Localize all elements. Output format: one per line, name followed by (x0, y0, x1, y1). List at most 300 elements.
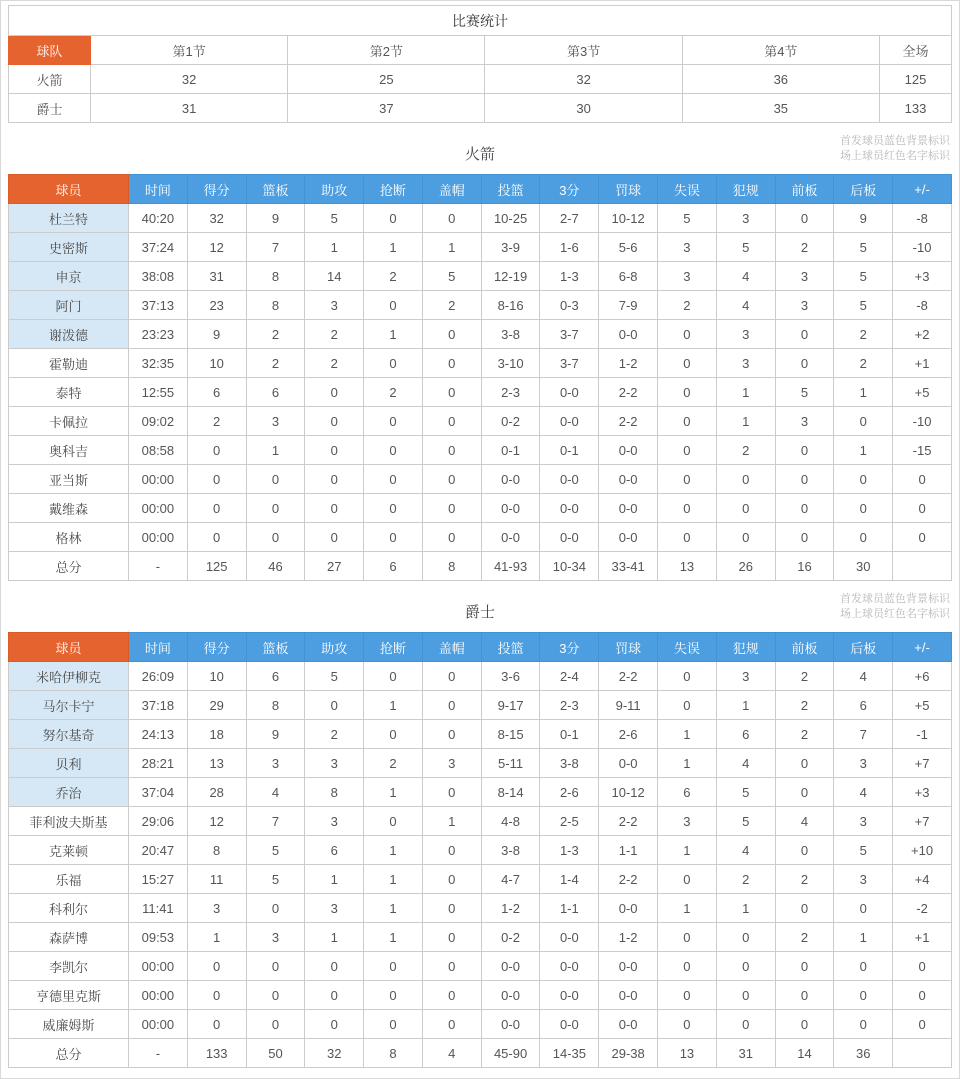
plus-minus-cell: -2 (893, 894, 952, 923)
assists-cell: 0 (305, 494, 364, 523)
plus-minus-cell: -8 (893, 204, 952, 233)
steals-cell: 0 (364, 807, 423, 836)
blocks-cell: 1 (422, 233, 481, 262)
blocks-cell: 0 (422, 981, 481, 1010)
stat-column-header: 失误 (658, 633, 717, 662)
blocks-cell: 0 (422, 378, 481, 407)
free-throws-cell: 0-0 (599, 465, 658, 494)
rebounds-cell: 5 (246, 865, 305, 894)
three-points-cell: 0-0 (540, 465, 599, 494)
points-cell: 10 (187, 662, 246, 691)
blocks-cell: 5 (422, 262, 481, 291)
game-summary-title-row (9, 6, 952, 36)
stat-column-header: 后板 (834, 175, 893, 204)
stat-column-header: +/- (893, 175, 952, 204)
rebounds-cell: 7 (246, 233, 305, 262)
stat-column-header: 盖帽 (422, 175, 481, 204)
blocks-cell: 0 (422, 923, 481, 952)
player-row (9, 204, 952, 233)
stat-column-header: 时间 (129, 175, 188, 204)
final-score-cell: 125 (879, 65, 951, 94)
fouls-cell: 4 (716, 749, 775, 778)
player-row (9, 981, 952, 1010)
player-name-cell: 李凯尔 (9, 952, 129, 981)
three-points-cell: 2-3 (540, 691, 599, 720)
fouls-cell: 5 (716, 778, 775, 807)
field-goals-cell: 0-0 (481, 1010, 540, 1039)
jazz-block-head (8, 588, 952, 632)
defensive-rebounds-cell: 5 (834, 291, 893, 320)
points-cell: 1 (187, 923, 246, 952)
three-points-cell: 3-7 (540, 349, 599, 378)
stat-column-header: 3分 (540, 633, 599, 662)
offensive-rebounds-cell: 0 (775, 204, 834, 233)
assists-cell: 6 (305, 836, 364, 865)
legend-starters-line: 首发球员蓝色背景标识 (840, 135, 950, 147)
stat-column-header: 助攻 (305, 633, 364, 662)
time-cell: 29:06 (129, 807, 188, 836)
field-goals-cell: 3-8 (481, 320, 540, 349)
stat-column-header: 球员 (9, 633, 129, 662)
stat-column-header: 罚球 (599, 633, 658, 662)
player-name-cell: 谢泼德 (9, 320, 129, 349)
defensive-rebounds-cell: 0 (834, 981, 893, 1010)
player-row (9, 378, 952, 407)
plus-minus-cell (893, 552, 952, 581)
turnovers-cell: 0 (658, 320, 717, 349)
offensive-rebounds-cell: 2 (775, 691, 834, 720)
field-goals-cell: 8-16 (481, 291, 540, 320)
assists-cell: 5 (305, 204, 364, 233)
turnovers-cell: 3 (658, 233, 717, 262)
plus-minus-cell: -1 (893, 720, 952, 749)
stat-column-header: 投篮 (481, 175, 540, 204)
stat-column-header: 后板 (834, 633, 893, 662)
points-cell: 23 (187, 291, 246, 320)
plus-minus-cell: 0 (893, 465, 952, 494)
steals-cell: 0 (364, 465, 423, 494)
player-row (9, 691, 952, 720)
time-cell: 00:00 (129, 523, 188, 552)
rebounds-cell: 8 (246, 262, 305, 291)
jazz-stats-table (8, 632, 952, 1068)
assists-cell: 14 (305, 262, 364, 291)
q2-score-cell: 37 (288, 94, 485, 123)
blocks-cell: 0 (422, 720, 481, 749)
time-cell: 24:13 (129, 720, 188, 749)
rockets-section (8, 130, 952, 581)
assists-cell: 0 (305, 523, 364, 552)
fouls-cell: 4 (716, 262, 775, 291)
three-points-cell: 2-4 (540, 662, 599, 691)
field-goals-cell: 9-17 (481, 691, 540, 720)
stat-column-header: 助攻 (305, 175, 364, 204)
defensive-rebounds-cell: 1 (834, 436, 893, 465)
assists-cell: 32 (305, 1039, 364, 1068)
stat-column-header: 得分 (187, 633, 246, 662)
stat-column-header: 投篮 (481, 633, 540, 662)
stat-column-header: +/- (893, 633, 952, 662)
summary-team-row (9, 94, 952, 123)
field-goals-cell: 4-7 (481, 865, 540, 894)
defensive-rebounds-cell: 1 (834, 378, 893, 407)
steals-cell: 2 (364, 262, 423, 291)
stat-column-header: 得分 (187, 175, 246, 204)
rebounds-cell: 0 (246, 494, 305, 523)
points-cell: 18 (187, 720, 246, 749)
points-cell: 32 (187, 204, 246, 233)
blocks-cell: 0 (422, 465, 481, 494)
free-throws-cell: 2-6 (599, 720, 658, 749)
steals-cell: 0 (364, 436, 423, 465)
turnovers-cell: 2 (658, 291, 717, 320)
blocks-cell: 2 (422, 291, 481, 320)
blocks-cell: 0 (422, 349, 481, 378)
blocks-cell: 0 (422, 523, 481, 552)
fouls-cell: 3 (716, 204, 775, 233)
summary-column-header: 全场 (879, 36, 951, 65)
rockets-header-row (9, 175, 952, 204)
three-points-cell: 0-0 (540, 923, 599, 952)
turnovers-cell: 0 (658, 981, 717, 1010)
player-name-cell: 总分 (9, 1039, 129, 1068)
offensive-rebounds-cell: 0 (775, 465, 834, 494)
fouls-cell: 1 (716, 378, 775, 407)
defensive-rebounds-cell: 4 (834, 778, 893, 807)
offensive-rebounds-cell: 2 (775, 662, 834, 691)
player-name-cell: 杜兰特 (9, 204, 129, 233)
fouls-cell: 0 (716, 523, 775, 552)
free-throws-cell: 2-2 (599, 407, 658, 436)
steals-cell: 2 (364, 378, 423, 407)
field-goals-cell: 10-25 (481, 204, 540, 233)
player-name-cell: 马尔卡宁 (9, 691, 129, 720)
offensive-rebounds-cell: 0 (775, 836, 834, 865)
offensive-rebounds-cell: 0 (775, 749, 834, 778)
blocks-cell: 0 (422, 836, 481, 865)
points-cell: 0 (187, 494, 246, 523)
summary-column-header: 球队 (9, 36, 91, 65)
stat-column-header: 3分 (540, 175, 599, 204)
three-points-cell: 14-35 (540, 1039, 599, 1068)
field-goals-cell: 0-0 (481, 523, 540, 552)
jazz-section (8, 588, 952, 1068)
fouls-cell: 0 (716, 923, 775, 952)
turnovers-cell: 6 (658, 778, 717, 807)
rebounds-cell: 4 (246, 778, 305, 807)
rockets-block-head (8, 130, 952, 174)
free-throws-cell: 9-11 (599, 691, 658, 720)
points-cell: 29 (187, 691, 246, 720)
steals-cell: 0 (364, 494, 423, 523)
plus-minus-cell: +5 (893, 691, 952, 720)
plus-minus-cell: +6 (893, 662, 952, 691)
player-row (9, 407, 952, 436)
turnovers-cell: 1 (658, 894, 717, 923)
offensive-rebounds-cell: 0 (775, 436, 834, 465)
points-cell: 133 (187, 1039, 246, 1068)
time-cell: - (129, 552, 188, 581)
turnovers-cell: 0 (658, 494, 717, 523)
plus-minus-cell: +10 (893, 836, 952, 865)
assists-cell: 8 (305, 778, 364, 807)
three-points-cell: 0-1 (540, 436, 599, 465)
assists-cell: 0 (305, 952, 364, 981)
defensive-rebounds-cell: 30 (834, 552, 893, 581)
three-points-cell: 3-7 (540, 320, 599, 349)
turnovers-cell: 1 (658, 836, 717, 865)
plus-minus-cell: +1 (893, 923, 952, 952)
legend-note (840, 592, 950, 622)
assists-cell: 3 (305, 291, 364, 320)
fouls-cell: 4 (716, 836, 775, 865)
legend-note (840, 134, 950, 164)
three-points-cell: 2-5 (540, 807, 599, 836)
fouls-cell: 3 (716, 349, 775, 378)
fouls-cell: 31 (716, 1039, 775, 1068)
field-goals-cell: 0-2 (481, 407, 540, 436)
player-name-cell: 努尔基奇 (9, 720, 129, 749)
defensive-rebounds-cell: 7 (834, 720, 893, 749)
stat-column-header: 罚球 (599, 175, 658, 204)
assists-cell: 0 (305, 1010, 364, 1039)
player-row (9, 465, 952, 494)
rockets-stats-table (8, 174, 952, 581)
fouls-cell: 2 (716, 436, 775, 465)
plus-minus-cell: 0 (893, 523, 952, 552)
plus-minus-cell: 0 (893, 981, 952, 1010)
field-goals-cell: 0-0 (481, 981, 540, 1010)
assists-cell: 0 (305, 436, 364, 465)
field-goals-cell: 0-0 (481, 952, 540, 981)
assists-cell: 2 (305, 320, 364, 349)
points-cell: 0 (187, 981, 246, 1010)
offensive-rebounds-cell: 0 (775, 494, 834, 523)
three-points-cell: 0-0 (540, 494, 599, 523)
defensive-rebounds-cell: 6 (834, 691, 893, 720)
points-cell: 6 (187, 378, 246, 407)
turnovers-cell: 3 (658, 262, 717, 291)
blocks-cell: 0 (422, 952, 481, 981)
player-name-cell: 总分 (9, 552, 129, 581)
turnovers-cell: 13 (658, 1039, 717, 1068)
player-row (9, 552, 952, 581)
time-cell: 32:35 (129, 349, 188, 378)
steals-cell: 1 (364, 836, 423, 865)
points-cell: 13 (187, 749, 246, 778)
field-goals-cell: 45-90 (481, 1039, 540, 1068)
time-cell: 37:04 (129, 778, 188, 807)
stat-column-header: 篮板 (246, 175, 305, 204)
offensive-rebounds-cell: 0 (775, 349, 834, 378)
free-throws-cell: 2-2 (599, 662, 658, 691)
rebounds-cell: 3 (246, 407, 305, 436)
field-goals-cell: 3-10 (481, 349, 540, 378)
player-row (9, 923, 952, 952)
team-name-cell: 火箭 (9, 65, 91, 94)
defensive-rebounds-cell: 36 (834, 1039, 893, 1068)
player-row (9, 894, 952, 923)
player-name-cell: 史密斯 (9, 233, 129, 262)
steals-cell: 0 (364, 662, 423, 691)
player-row (9, 662, 952, 691)
defensive-rebounds-cell: 0 (834, 894, 893, 923)
rockets-title: 火箭 (464, 146, 495, 163)
legend-oncourt-line: 场上球员红色名字标识 (840, 608, 950, 620)
free-throws-cell: 0-0 (599, 320, 658, 349)
blocks-cell: 0 (422, 894, 481, 923)
q3-score-cell: 32 (485, 65, 682, 94)
rebounds-cell: 8 (246, 291, 305, 320)
player-row (9, 494, 952, 523)
turnovers-cell: 0 (658, 952, 717, 981)
three-points-cell: 2-7 (540, 204, 599, 233)
player-name-cell: 科利尔 (9, 894, 129, 923)
player-name-cell: 泰特 (9, 378, 129, 407)
blocks-cell: 0 (422, 320, 481, 349)
free-throws-cell: 5-6 (599, 233, 658, 262)
points-cell: 28 (187, 778, 246, 807)
fouls-cell: 6 (716, 720, 775, 749)
three-points-cell: 1-3 (540, 836, 599, 865)
blocks-cell: 0 (422, 691, 481, 720)
rebounds-cell: 50 (246, 1039, 305, 1068)
plus-minus-cell: +7 (893, 749, 952, 778)
player-row (9, 436, 952, 465)
jazz-header-row (9, 633, 952, 662)
three-points-cell: 2-6 (540, 778, 599, 807)
stat-column-header: 时间 (129, 633, 188, 662)
points-cell: 0 (187, 952, 246, 981)
three-points-cell: 0-0 (540, 952, 599, 981)
fouls-cell: 5 (716, 233, 775, 262)
blocks-cell: 3 (422, 749, 481, 778)
blocks-cell: 0 (422, 407, 481, 436)
steals-cell: 0 (364, 523, 423, 552)
time-cell: 26:09 (129, 662, 188, 691)
three-points-cell: 3-8 (540, 749, 599, 778)
offensive-rebounds-cell: 5 (775, 378, 834, 407)
stat-column-header: 盖帽 (422, 633, 481, 662)
turnovers-cell: 0 (658, 465, 717, 494)
stat-column-header: 球员 (9, 175, 129, 204)
offensive-rebounds-cell: 0 (775, 952, 834, 981)
fouls-cell: 26 (716, 552, 775, 581)
defensive-rebounds-cell: 2 (834, 349, 893, 378)
defensive-rebounds-cell: 3 (834, 807, 893, 836)
assists-cell: 3 (305, 807, 364, 836)
turnovers-cell: 0 (658, 436, 717, 465)
points-cell: 10 (187, 349, 246, 378)
time-cell: 40:20 (129, 204, 188, 233)
fouls-cell: 0 (716, 465, 775, 494)
plus-minus-cell: -10 (893, 233, 952, 262)
free-throws-cell: 2-2 (599, 807, 658, 836)
blocks-cell: 1 (422, 807, 481, 836)
time-cell: 00:00 (129, 1010, 188, 1039)
turnovers-cell: 13 (658, 552, 717, 581)
free-throws-cell: 6-8 (599, 262, 658, 291)
plus-minus-cell: +3 (893, 778, 952, 807)
field-goals-cell: 3-8 (481, 836, 540, 865)
time-cell: 20:47 (129, 836, 188, 865)
offensive-rebounds-cell: 2 (775, 720, 834, 749)
player-row (9, 778, 952, 807)
player-row (9, 865, 952, 894)
fouls-cell: 0 (716, 494, 775, 523)
free-throws-cell: 1-1 (599, 836, 658, 865)
free-throws-cell: 10-12 (599, 778, 658, 807)
player-name-cell: 戴维森 (9, 494, 129, 523)
rebounds-cell: 0 (246, 894, 305, 923)
player-row (9, 320, 952, 349)
steals-cell: 0 (364, 1010, 423, 1039)
time-cell: 38:08 (129, 262, 188, 291)
steals-cell: 0 (364, 407, 423, 436)
free-throws-cell: 10-12 (599, 204, 658, 233)
field-goals-cell: 3-9 (481, 233, 540, 262)
player-name-cell: 米哈伊柳克 (9, 662, 129, 691)
rebounds-cell: 0 (246, 465, 305, 494)
plus-minus-cell: 0 (893, 1010, 952, 1039)
player-name-cell: 亚当斯 (9, 465, 129, 494)
field-goals-cell: 41-93 (481, 552, 540, 581)
stat-column-header: 前板 (775, 175, 834, 204)
time-cell: 00:00 (129, 952, 188, 981)
plus-minus-cell: -8 (893, 291, 952, 320)
plus-minus-cell: +1 (893, 349, 952, 378)
points-cell: 0 (187, 1010, 246, 1039)
turnovers-cell: 5 (658, 204, 717, 233)
rebounds-cell: 1 (246, 436, 305, 465)
assists-cell: 1 (305, 865, 364, 894)
rebounds-cell: 7 (246, 807, 305, 836)
blocks-cell: 0 (422, 1010, 481, 1039)
defensive-rebounds-cell: 5 (834, 836, 893, 865)
player-name-cell: 森萨博 (9, 923, 129, 952)
time-cell: 37:24 (129, 233, 188, 262)
rebounds-cell: 8 (246, 691, 305, 720)
free-throws-cell: 0-0 (599, 1010, 658, 1039)
plus-minus-cell: -10 (893, 407, 952, 436)
three-points-cell: 0-3 (540, 291, 599, 320)
three-points-cell: 0-0 (540, 407, 599, 436)
free-throws-cell: 0-0 (599, 436, 658, 465)
defensive-rebounds-cell: 0 (834, 523, 893, 552)
stat-column-header: 抢断 (364, 175, 423, 204)
free-throws-cell: 33-41 (599, 552, 658, 581)
time-cell: 00:00 (129, 494, 188, 523)
field-goals-cell: 5-11 (481, 749, 540, 778)
player-name-cell: 卡佩拉 (9, 407, 129, 436)
summary-team-row (9, 65, 952, 94)
plus-minus-cell: +7 (893, 807, 952, 836)
turnovers-cell: 3 (658, 807, 717, 836)
defensive-rebounds-cell: 0 (834, 465, 893, 494)
steals-cell: 0 (364, 981, 423, 1010)
fouls-cell: 0 (716, 981, 775, 1010)
legend-oncourt-line: 场上球员红色名字标识 (840, 150, 950, 162)
three-points-cell: 1-1 (540, 894, 599, 923)
free-throws-cell: 7-9 (599, 291, 658, 320)
defensive-rebounds-cell: 2 (834, 320, 893, 349)
turnovers-cell: 0 (658, 662, 717, 691)
offensive-rebounds-cell: 2 (775, 923, 834, 952)
free-throws-cell: 1-2 (599, 349, 658, 378)
time-cell: 00:00 (129, 465, 188, 494)
defensive-rebounds-cell: 3 (834, 749, 893, 778)
time-cell: 00:00 (129, 981, 188, 1010)
